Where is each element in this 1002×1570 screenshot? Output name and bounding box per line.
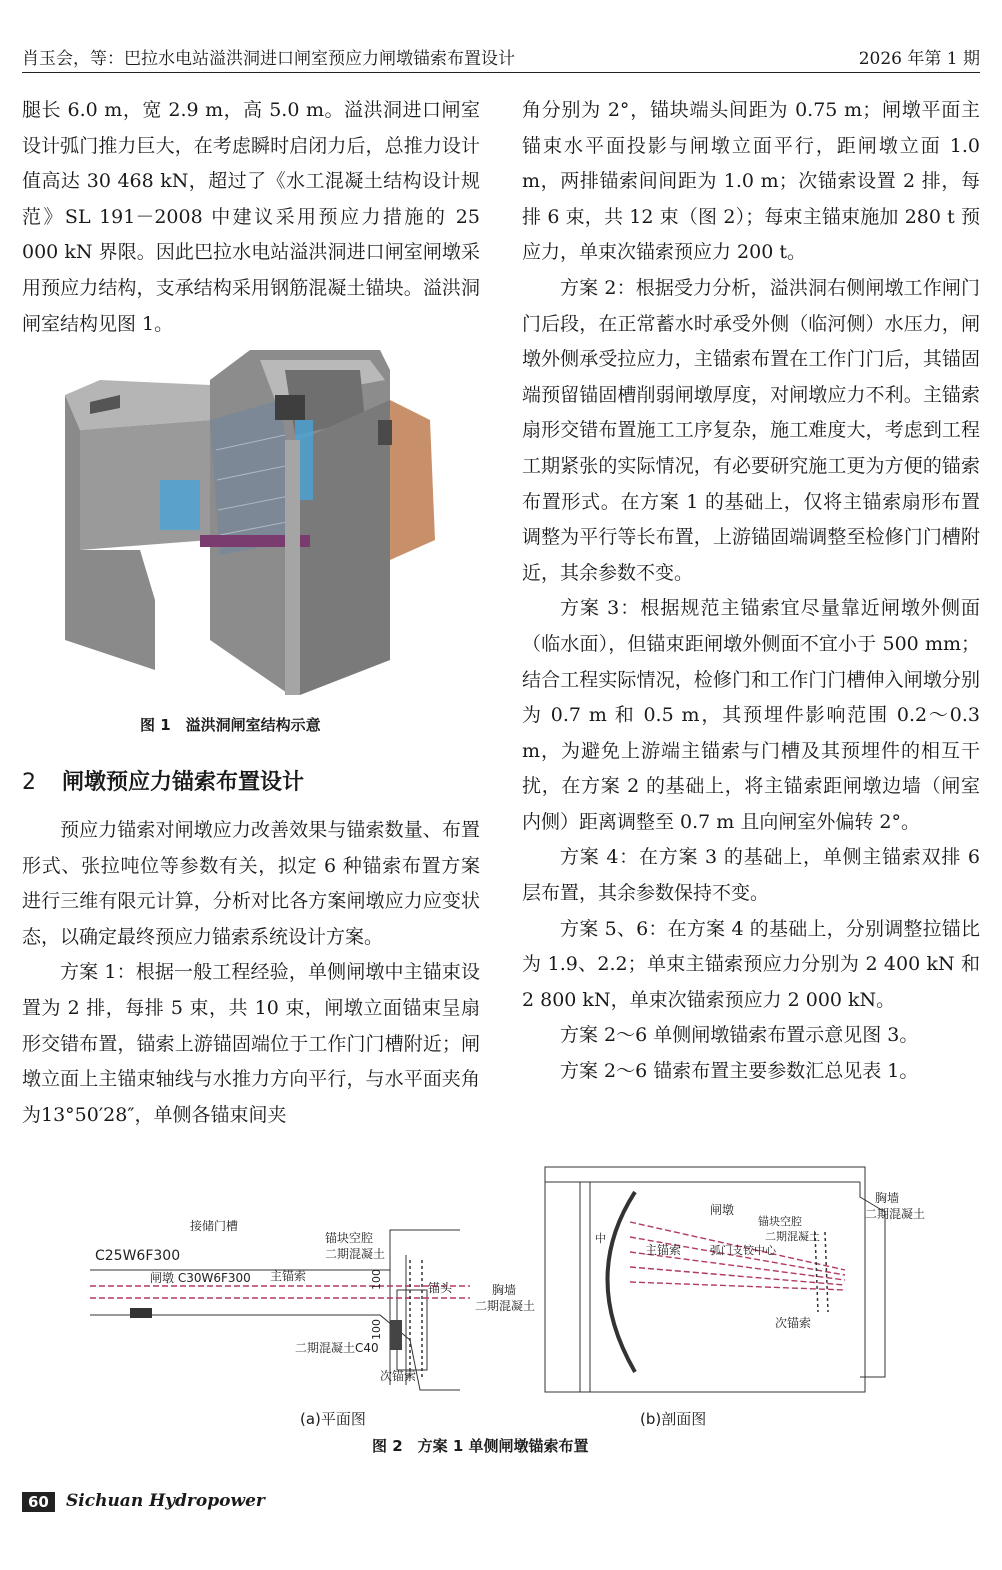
fig1-blue-panel-left: [160, 480, 200, 530]
figure-2-caption: 图 2 方案 1 单侧闸墩锚索布置: [372, 1437, 589, 1455]
fig2b-label-2: 胸墙: [875, 1191, 900, 1205]
journal-name: Sichuan Hydropower: [66, 1491, 265, 1511]
running-header: [22, 40, 980, 73]
fig2b-label-8: 次锚索: [775, 1316, 812, 1330]
left-paragraph-1: 腿长 6.0 m，宽 2.9 m，高 5.0 m。溢洪洞进口闸室设计弧门推力巨大，在考虑瞬时启闭力后，总推力设计值高达 30 468 kN，超过了《水工混凝土结构设计规范》SL 191－2008 中建议采用预应力措施的 25 000 kN 界限。因此巴拉水电站溢洪洞进口闸室闸墩采用预应力结构，支承结构采用钢筋混凝土锚块。溢洪洞闸室结构见图 1。: [22, 99, 480, 335]
fig2b-label-3: 二期混凝土: [865, 1207, 926, 1221]
fig2a-label-8: 100: [370, 1319, 383, 1340]
fig2a-label-2: C25W6F300: [95, 1248, 181, 1264]
fig2b-label-9: 中: [595, 1232, 606, 1245]
header-issue: 2026 年第 1 期: [858, 49, 980, 69]
fig1-downstream-tail: [390, 400, 435, 560]
fig2a-label-6: 二期混凝土: [325, 1247, 386, 1261]
fig2a-label-3: 闸墩 C30W6F300: [150, 1271, 251, 1285]
fig2a-label-10: 胸墙: [492, 1283, 517, 1297]
left-column-top: [22, 93, 480, 342]
fig1-right-wall: [300, 400, 390, 695]
left-paragraph-3: 方案 1：根据一般工程经验，单侧闸墩中主锚束设置为 2 排，每排 5 束，共 10 束，闸墩立面锚束呈扇形交错布置，锚索上游锚固端位于工作门门槽附近；闸墩立面上主锚束轴线与水推力方向平行，与水平面夹角为13°50′28″，单侧各锚束间夹: [22, 961, 480, 1126]
figure-1-caption: 图 1 溢洪洞闸室结构示意: [140, 716, 321, 734]
right-paragraph-6: 方案 2～6 单侧闸墩锚索布置示意见图 3。: [560, 1024, 919, 1047]
fig2a-label-7: 100: [370, 1269, 383, 1290]
right-paragraph-2: 方案 2：根据受力分析，溢洪洞右侧闸墩工作闸门门后段，在正常蓄水时承受外侧（临河侧）水压力，闸墩外侧承受拉应力，主锚索布置在工作门门后，其锚固端预留锚固槽削弱闸墩厚度，对闸墩应力不利。主锚索扇形交错布置施工工序复杂，施工难度大，考虑到工程工期紧张的实际情况，有必要研究施工更为方便的锚索布置形式。在方案 1 的基础上，仅将主锚索扇形布置调整为平行等长布置，上游锚固端调整至检修门门槽附近，其余参数不变。: [522, 276, 980, 584]
figure-2b-caption: (b)剖面图: [640, 1410, 707, 1428]
fig2a-label-1: 接储门槽: [190, 1219, 239, 1233]
figure-2a-plan: [90, 1210, 560, 1400]
figure-2a-caption: (a)平面图: [300, 1410, 366, 1428]
right-paragraph-4: 方案 4：在方案 3 的基础上，单侧主锚索双排 6 层布置，其余参数保持不变。: [522, 846, 980, 905]
fig2a-label-12: 二期混凝土C40: [295, 1341, 379, 1355]
figure-1-structure: [60, 340, 460, 700]
fig2b-label-4: 锚块空腔: [758, 1215, 802, 1228]
fig2a-label-13: 次锚索: [380, 1369, 417, 1383]
fig1-window: [378, 420, 392, 445]
page-number: 60: [22, 1492, 55, 1512]
fig2b-label-6: 主锚索: [645, 1243, 682, 1257]
right-column: [522, 93, 980, 1090]
fig2a-label-4: 主锚索: [270, 1269, 307, 1283]
header-title: 肖玉会，等：巴拉水电站溢洪洞进口闸室预应力闸墩锚索布置设计: [22, 49, 515, 69]
section-number: 2: [22, 770, 36, 795]
fig2b-label-5: 二期混凝土: [765, 1230, 820, 1243]
section-title: 闸墩预应力锚索布置设计: [62, 770, 305, 795]
fig1-pier-column: [285, 440, 300, 695]
fig2b-label-1: 闸墩: [710, 1203, 735, 1217]
right-paragraph-3: 方案 3：根据规范主锚索宜尽量靠近闸墩外侧面（临水面），但锚束距闸墩外侧面不宜小于 500 mm；结合工程实际情况，检修门和工作门门槽伸入闸墩分别为 0.7 m 和 0.5 m，其预埋件影响范围 0.2～0.3 m，为避免上游端主锚索与门槽及其预埋件的相互干扰，在方案 2 的基础上，将主锚索距闸墩边墙（闸室内侧）距离调整至 0.7 m 且向闸室外偏转 2°。: [522, 597, 980, 833]
fig2a-label-5: 锚块空腔: [325, 1231, 374, 1245]
fig2b-label-7: 弧门支铰中心: [710, 1244, 776, 1257]
fig1-hoist-box: [275, 395, 305, 420]
left-paragraph-2: 预应力锚索对闸墩应力改善效果与锚索数量、布置形式、张拉吨位等参数有关，拟定 6 种锚索布置方案进行三维有限元计算，分析对比各方案闸墩应力应变状态，以确定最终预应力锚索系统设计方案。: [22, 819, 480, 948]
fig2a-label-9: 锚头: [428, 1281, 453, 1295]
fig2a-label-11: 二期混凝土: [475, 1299, 536, 1313]
section-heading: [22, 765, 304, 796]
right-paragraph-5: 方案 5、6：在方案 4 的基础上，分别调整拉锚比为 1.9、2.2；单束主锚索预应力分别为 2 400 kN 和 2 800 kN，单束次锚索预应力 2 000 kN。: [522, 917, 980, 1011]
figure-2b-section: [540, 1162, 960, 1397]
right-paragraph-7: 方案 2～6 锚索布置主要参数汇总见表 1。: [560, 1060, 919, 1083]
left-column-bottom: [22, 813, 480, 1133]
right-paragraph-1: 角分别为 2°，锚块端头间距为 0.75 m；闸墩平面主锚束水平面投影与闸墩立面平行，距闸墩立面 1.0 m，两排锚索间间距为 1.0 m；次锚索设置 2 排，每排 6 束，共 12 束（图 2）；每束主锚束施加 280 t 预应力，单束次锚索预应力 200 t。: [522, 99, 980, 264]
